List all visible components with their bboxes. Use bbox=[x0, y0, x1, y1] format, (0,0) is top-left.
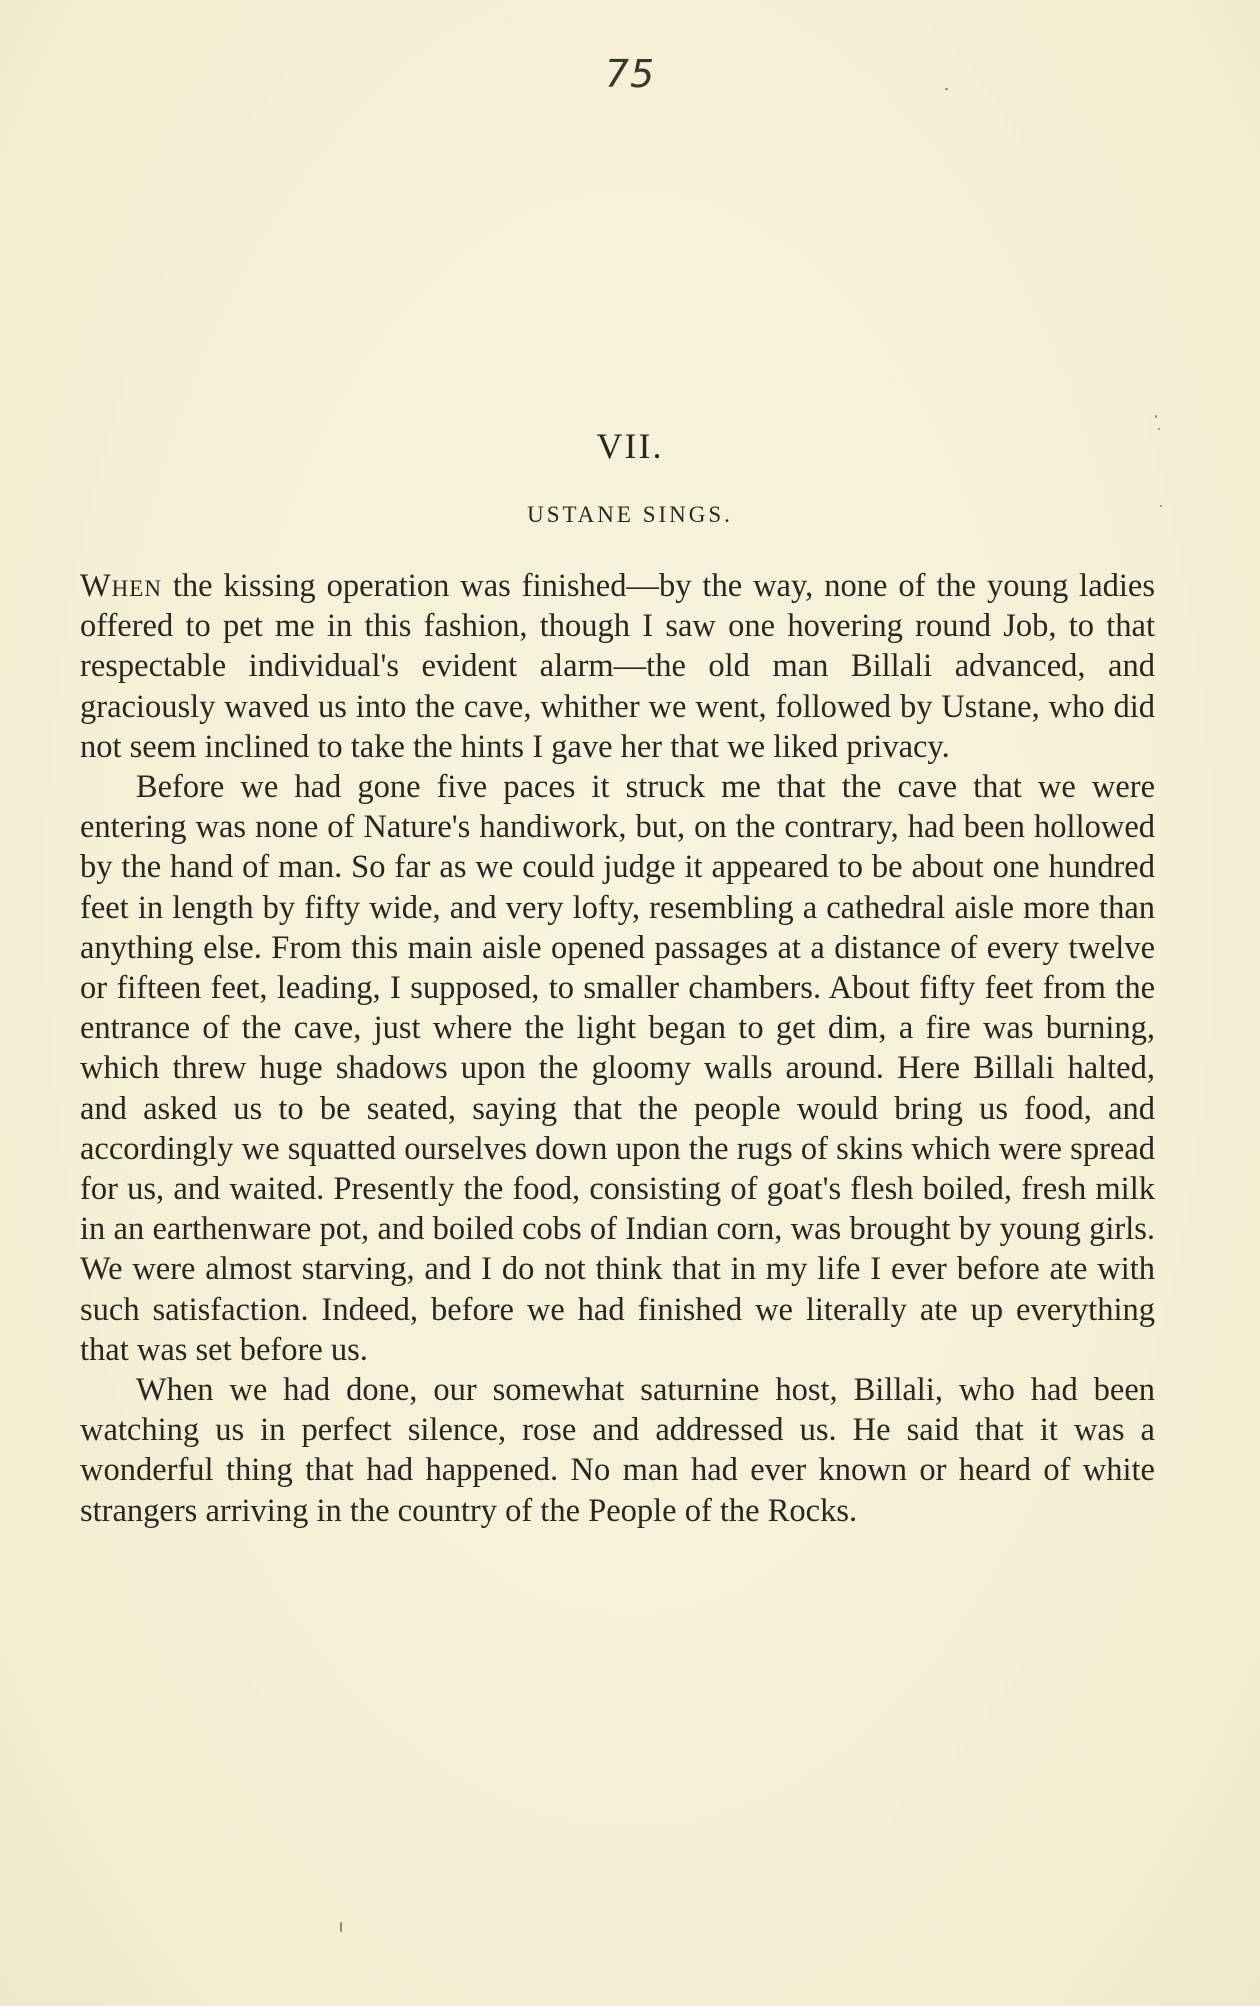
chapter-body bbox=[80, 566, 1155, 1531]
chapter-number: VII. bbox=[596, 426, 664, 466]
paragraph-text: the kissing operation was finished—by the way, none of the young ladies offered to pet me in this fashion, though I saw one hovering round Job, to that respectable individual's evident alarm—the old man Billali advanced, and graciously waved us into the cave, whither we went, followed by Ustane, who did not seem inclined to take the hints I gave her that we liked privacy. bbox=[80, 568, 1155, 765]
paragraph-1 bbox=[80, 566, 1155, 767]
paper-speck bbox=[945, 88, 948, 90]
paper-speck bbox=[1155, 415, 1157, 418]
chapter-title: USTANE SINGS. bbox=[527, 502, 733, 527]
paragraph-2: Before we had gone five paces it struck me that the cave that we were entering was none of Nature's handiwork, but, on the contrary, had been hollowed by the hand of man. So far as we could judge it appeared to be about one hundred feet in length by fifty wide, and very lofty, resembling a cathedral aisle more than anything else. From this main aisle opened passages at a distance of every twelve or fifteen feet, leading, I supposed, to smaller chambers. About fifty feet from the entrance of the cave, just where the light began to get dim, a fire was burning, which threw huge shadows upon the gloomy walls around. Here Billali halted, and asked us to be seated, saying that the people would bring us food, and accordingly we squatted ourselves down upon the rugs of skins which were spread for us, and waited. Presently the food, consisting of goat's flesh boiled, fresh milk in an earthenware pot, and boiled cobs of Indian corn, was brought by young girls. We were almost starving, and I do not think that in my life I ever before ate with such satisfaction. Indeed, before we had finished we literally ate up everything that was set before us. bbox=[80, 769, 1155, 1368]
page-number: 75 bbox=[604, 52, 656, 96]
paper-speck bbox=[1158, 428, 1160, 430]
paper-speck bbox=[1160, 505, 1162, 507]
paragraph-3: When we had done, our somewhat saturnine host, Billali, who had been watching us in perfect silence, rose and addressed us. He said that it was a wonderful thing that had happened. No man had ever known or heard of white strangers arriving in the country of the People of the Rocks. bbox=[80, 1372, 1155, 1529]
paragraph-lead-word: When bbox=[80, 568, 162, 604]
paper-speck bbox=[340, 1922, 342, 1932]
